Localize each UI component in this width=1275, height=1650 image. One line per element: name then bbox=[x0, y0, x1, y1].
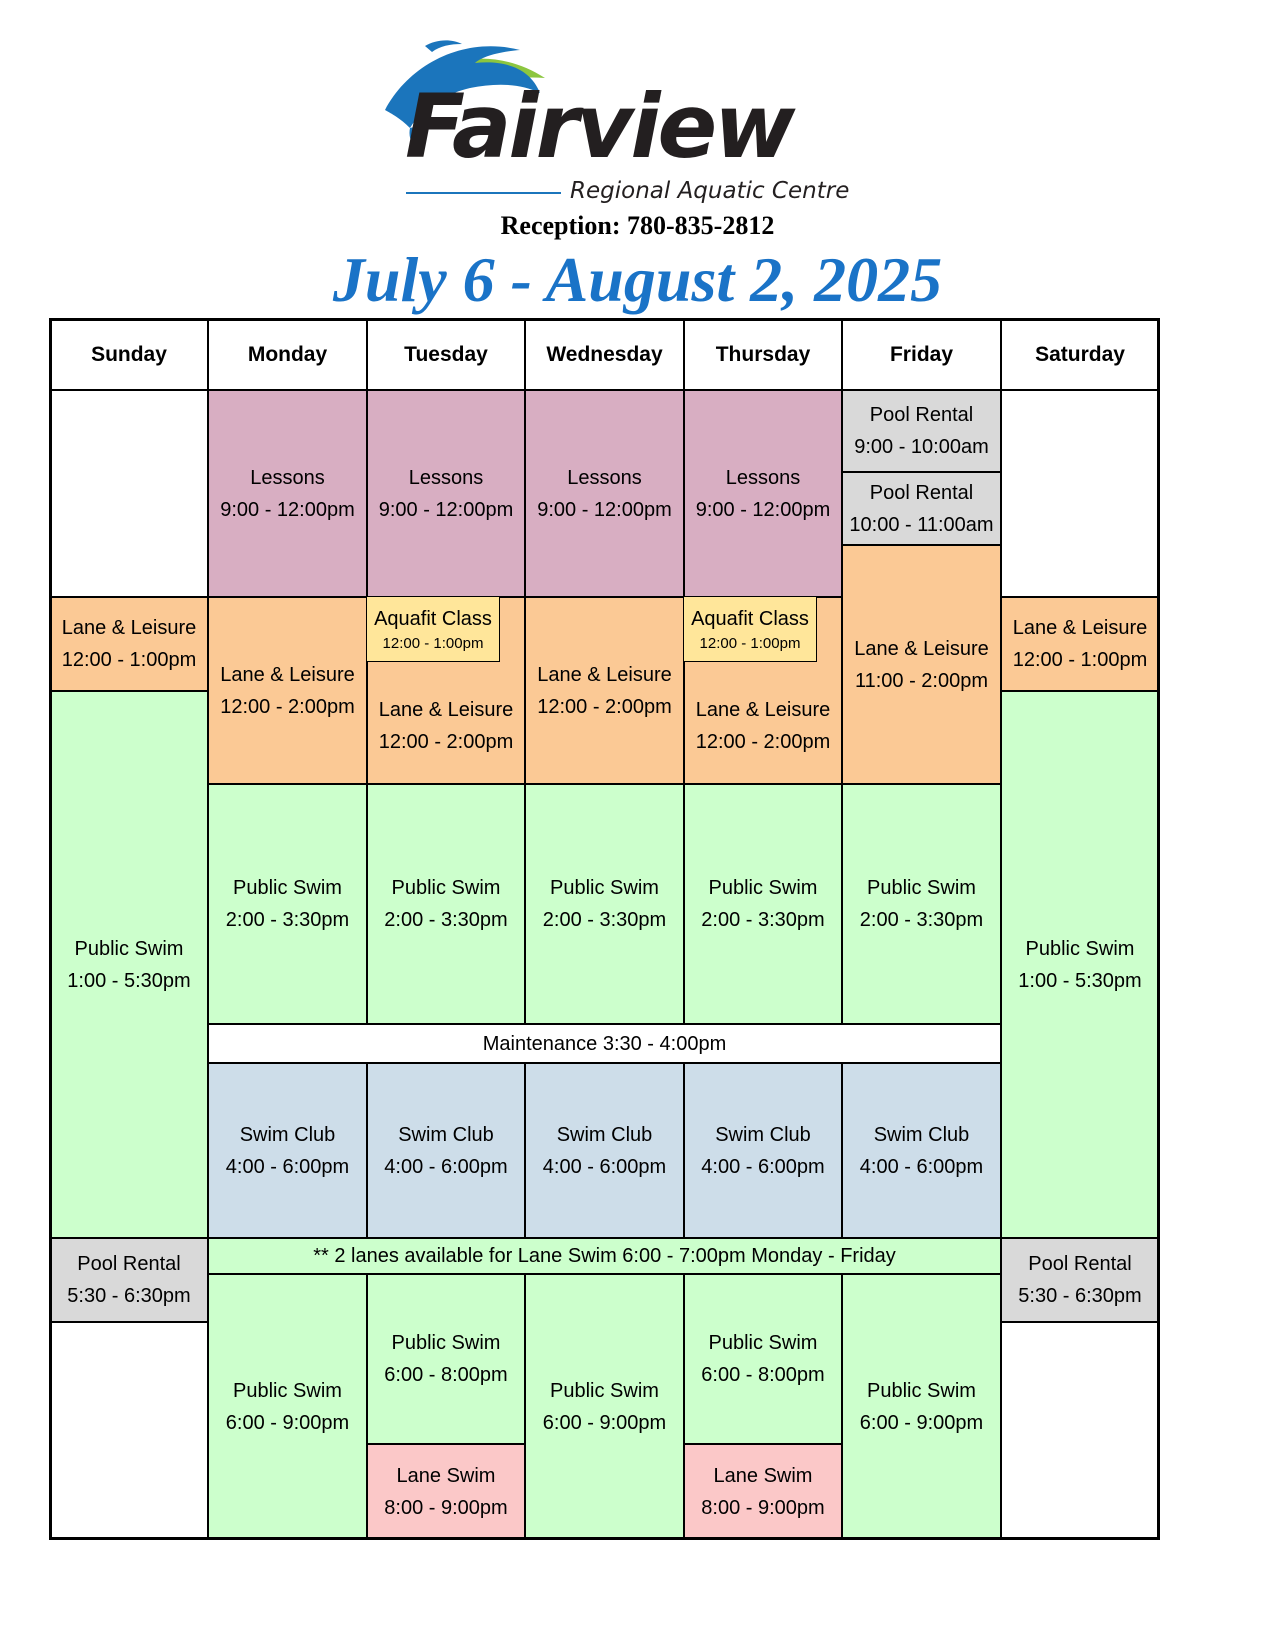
block-time: 5:30 - 6:30pm bbox=[1018, 1285, 1142, 1307]
wednesday-lane-leisure bbox=[524, 596, 685, 785]
friday-swim-club bbox=[841, 1062, 1002, 1239]
block-time: 9:00 - 12:00pm bbox=[695, 498, 831, 521]
block-time: 9:00 - 12:00pm bbox=[537, 498, 672, 521]
block-label: Lessons bbox=[567, 466, 642, 489]
block-label: Lane Swim bbox=[713, 1464, 813, 1487]
block-label: Lane & Leisure bbox=[537, 663, 672, 686]
block-time: 2:00 - 3:30pm bbox=[701, 909, 825, 931]
block-time: 12:00 - 2:00pm bbox=[220, 695, 355, 718]
saturday-public-swim bbox=[1000, 690, 1160, 1239]
block-time: 4:00 - 6:00pm bbox=[542, 1155, 667, 1178]
block-label: Public Swim bbox=[1025, 937, 1135, 960]
block-label: Swim Club bbox=[239, 1123, 336, 1146]
block-time: 1:00 - 5:30pm bbox=[1018, 969, 1142, 992]
block-time: 4:00 - 6:00pm bbox=[859, 1155, 984, 1178]
thursday-public-swim-evening bbox=[683, 1273, 843, 1445]
day-header-saturday: Saturday bbox=[1000, 318, 1160, 391]
block-label: Swim Club bbox=[398, 1123, 494, 1146]
block-time: 11:00 - 2:00pm bbox=[854, 669, 989, 692]
block-label: Swim Club bbox=[715, 1123, 811, 1146]
friday-public-swim bbox=[841, 783, 1002, 1025]
sunday-empty-morning bbox=[49, 389, 209, 598]
block-time: 6:00 - 9:00pm bbox=[542, 1411, 667, 1434]
sunday-public-swim bbox=[49, 690, 209, 1239]
block-label: Lessons bbox=[250, 466, 325, 489]
tuesday-lessons bbox=[366, 389, 526, 598]
saturday-empty-evening bbox=[1000, 1321, 1160, 1540]
block-time: 4:00 - 6:00pm bbox=[225, 1155, 350, 1178]
sunday-pool-rental bbox=[49, 1237, 209, 1323]
block-time: 5:30 - 6:30pm bbox=[67, 1285, 191, 1307]
block-label: Public Swim bbox=[550, 1379, 659, 1402]
thursday-lane-swim bbox=[683, 1443, 843, 1540]
monday-lane-leisure bbox=[207, 596, 368, 785]
day-header-thursday: Thursday bbox=[683, 318, 843, 391]
block-label: Lane & Leisure bbox=[378, 698, 514, 721]
monday-lessons bbox=[207, 389, 368, 598]
block-time: 6:00 - 8:00pm bbox=[384, 1364, 508, 1386]
sunday-lane-leisure bbox=[49, 596, 209, 692]
block-time: 1:00 - 5:30pm bbox=[67, 969, 191, 992]
day-header-monday: Monday bbox=[207, 318, 368, 391]
day-header-sunday: Sunday bbox=[49, 318, 209, 391]
block-time: 12:00 - 1:00pm bbox=[382, 634, 484, 652]
friday-pool-rental-2 bbox=[841, 471, 1002, 546]
thursday-swim-club bbox=[683, 1062, 843, 1239]
block-label: Pool Rental bbox=[869, 481, 974, 504]
block-time: 12:00 - 2:00pm bbox=[695, 730, 831, 753]
block-time: 6:00 - 9:00pm bbox=[859, 1411, 984, 1434]
tuesday-public-swim bbox=[366, 783, 526, 1025]
saturday-pool-rental bbox=[1000, 1237, 1160, 1323]
block-time: 6:00 - 9:00pm bbox=[225, 1411, 350, 1434]
block-time: 8:00 - 9:00pm bbox=[701, 1496, 825, 1519]
wednesday-public-swim bbox=[524, 783, 685, 1025]
block-label: Lane & Leisure bbox=[695, 698, 831, 721]
wednesday-lessons bbox=[524, 389, 685, 598]
block-time: 12:00 - 2:00pm bbox=[378, 730, 514, 753]
block-time: 4:00 - 6:00pm bbox=[384, 1155, 508, 1178]
block-label: Public Swim bbox=[867, 1379, 976, 1402]
block-time: 9:00 - 12:00pm bbox=[220, 498, 355, 521]
day-header-tuesday: Tuesday bbox=[366, 318, 526, 391]
friday-public-swim-evening bbox=[841, 1273, 1002, 1540]
block-label: Aquafit Class bbox=[691, 607, 809, 630]
block-label: Public Swim bbox=[550, 877, 659, 899]
tuesday-public-swim-evening bbox=[366, 1273, 526, 1445]
block-time: 2:00 - 3:30pm bbox=[859, 909, 984, 931]
lane-swim-note-row: ** 2 lanes available for Lane Swim 6:00 - 7:00pm Monday - Friday bbox=[207, 1237, 1002, 1275]
block-label: Swim Club bbox=[873, 1123, 970, 1146]
block-time: 2:00 - 3:30pm bbox=[384, 909, 508, 931]
wednesday-swim-club bbox=[524, 1062, 685, 1239]
date-range-title: July 6 - August 2, 2025 bbox=[332, 244, 943, 315]
block-time: 9:00 - 10:00am bbox=[854, 436, 989, 458]
block-time: 2:00 - 3:30pm bbox=[225, 909, 350, 931]
block-time: 9:00 - 12:00pm bbox=[378, 498, 514, 521]
monday-swim-club bbox=[207, 1062, 368, 1239]
logo-subtitle: Regional Aquatic Centre bbox=[570, 178, 850, 204]
tuesday-lane-swim bbox=[366, 1443, 526, 1540]
block-label: Public Swim bbox=[74, 937, 184, 960]
monday-public-swim bbox=[207, 783, 368, 1025]
block-label: Pool Rental bbox=[1028, 1253, 1132, 1275]
block-time: 2:00 - 3:30pm bbox=[542, 909, 667, 931]
thursday-public-swim bbox=[683, 783, 843, 1025]
block-label: Public Swim bbox=[391, 877, 501, 899]
thursday-aquafit-class bbox=[683, 596, 817, 662]
block-time: 12:00 - 1:00pm bbox=[699, 634, 801, 652]
friday-lane-leisure bbox=[841, 544, 1002, 785]
tuesday-swim-club bbox=[366, 1062, 526, 1239]
block-label: Lane & Leisure bbox=[61, 617, 197, 639]
block-label: Lane & Leisure bbox=[220, 663, 355, 686]
tuesday-aquafit-class bbox=[366, 596, 500, 662]
block-time: 4:00 - 6:00pm bbox=[701, 1155, 825, 1178]
block-time: 12:00 - 1:00pm bbox=[1012, 649, 1148, 671]
block-label: Lessons bbox=[725, 466, 801, 489]
saturday-lane-leisure bbox=[1000, 596, 1160, 692]
block-time: 12:00 - 1:00pm bbox=[61, 649, 197, 671]
block-label: Swim Club bbox=[556, 1123, 653, 1146]
block-label: Aquafit Class bbox=[374, 607, 492, 630]
reception-phone: Reception: 780-835-2812 bbox=[500, 211, 775, 240]
monday-public-swim-evening bbox=[207, 1273, 368, 1540]
block-label: Lessons bbox=[408, 466, 484, 489]
day-header-wednesday: Wednesday bbox=[524, 318, 685, 391]
thursday-lessons bbox=[683, 389, 843, 598]
block-label: Public Swim bbox=[233, 1379, 342, 1402]
block-label: Pool Rental bbox=[77, 1253, 181, 1275]
block-label: Public Swim bbox=[708, 877, 818, 899]
block-time: 10:00 - 11:00am bbox=[849, 513, 994, 536]
wednesday-public-swim-evening bbox=[524, 1273, 685, 1540]
block-label: Lane Swim bbox=[396, 1464, 496, 1487]
block-label: Pool Rental bbox=[869, 404, 974, 426]
maintenance-row: Maintenance 3:30 - 4:00pm bbox=[207, 1023, 1002, 1064]
block-label: Lane & Leisure bbox=[854, 637, 989, 660]
block-label: Lane & Leisure bbox=[1012, 617, 1148, 639]
block-time: 12:00 - 2:00pm bbox=[537, 695, 672, 718]
friday-pool-rental-1 bbox=[841, 389, 1002, 473]
saturday-empty-morning bbox=[1000, 389, 1160, 598]
block-time: 8:00 - 9:00pm bbox=[384, 1496, 508, 1519]
block-label: Public Swim bbox=[391, 1332, 501, 1354]
logo-wordmark: Fairview bbox=[405, 75, 793, 178]
block-time: 6:00 - 8:00pm bbox=[701, 1364, 825, 1386]
day-header-friday: Friday bbox=[841, 318, 1002, 391]
block-label: Public Swim bbox=[867, 877, 976, 899]
block-label: Public Swim bbox=[233, 877, 342, 899]
sunday-empty-evening bbox=[49, 1321, 209, 1540]
block-label: Public Swim bbox=[708, 1332, 818, 1354]
